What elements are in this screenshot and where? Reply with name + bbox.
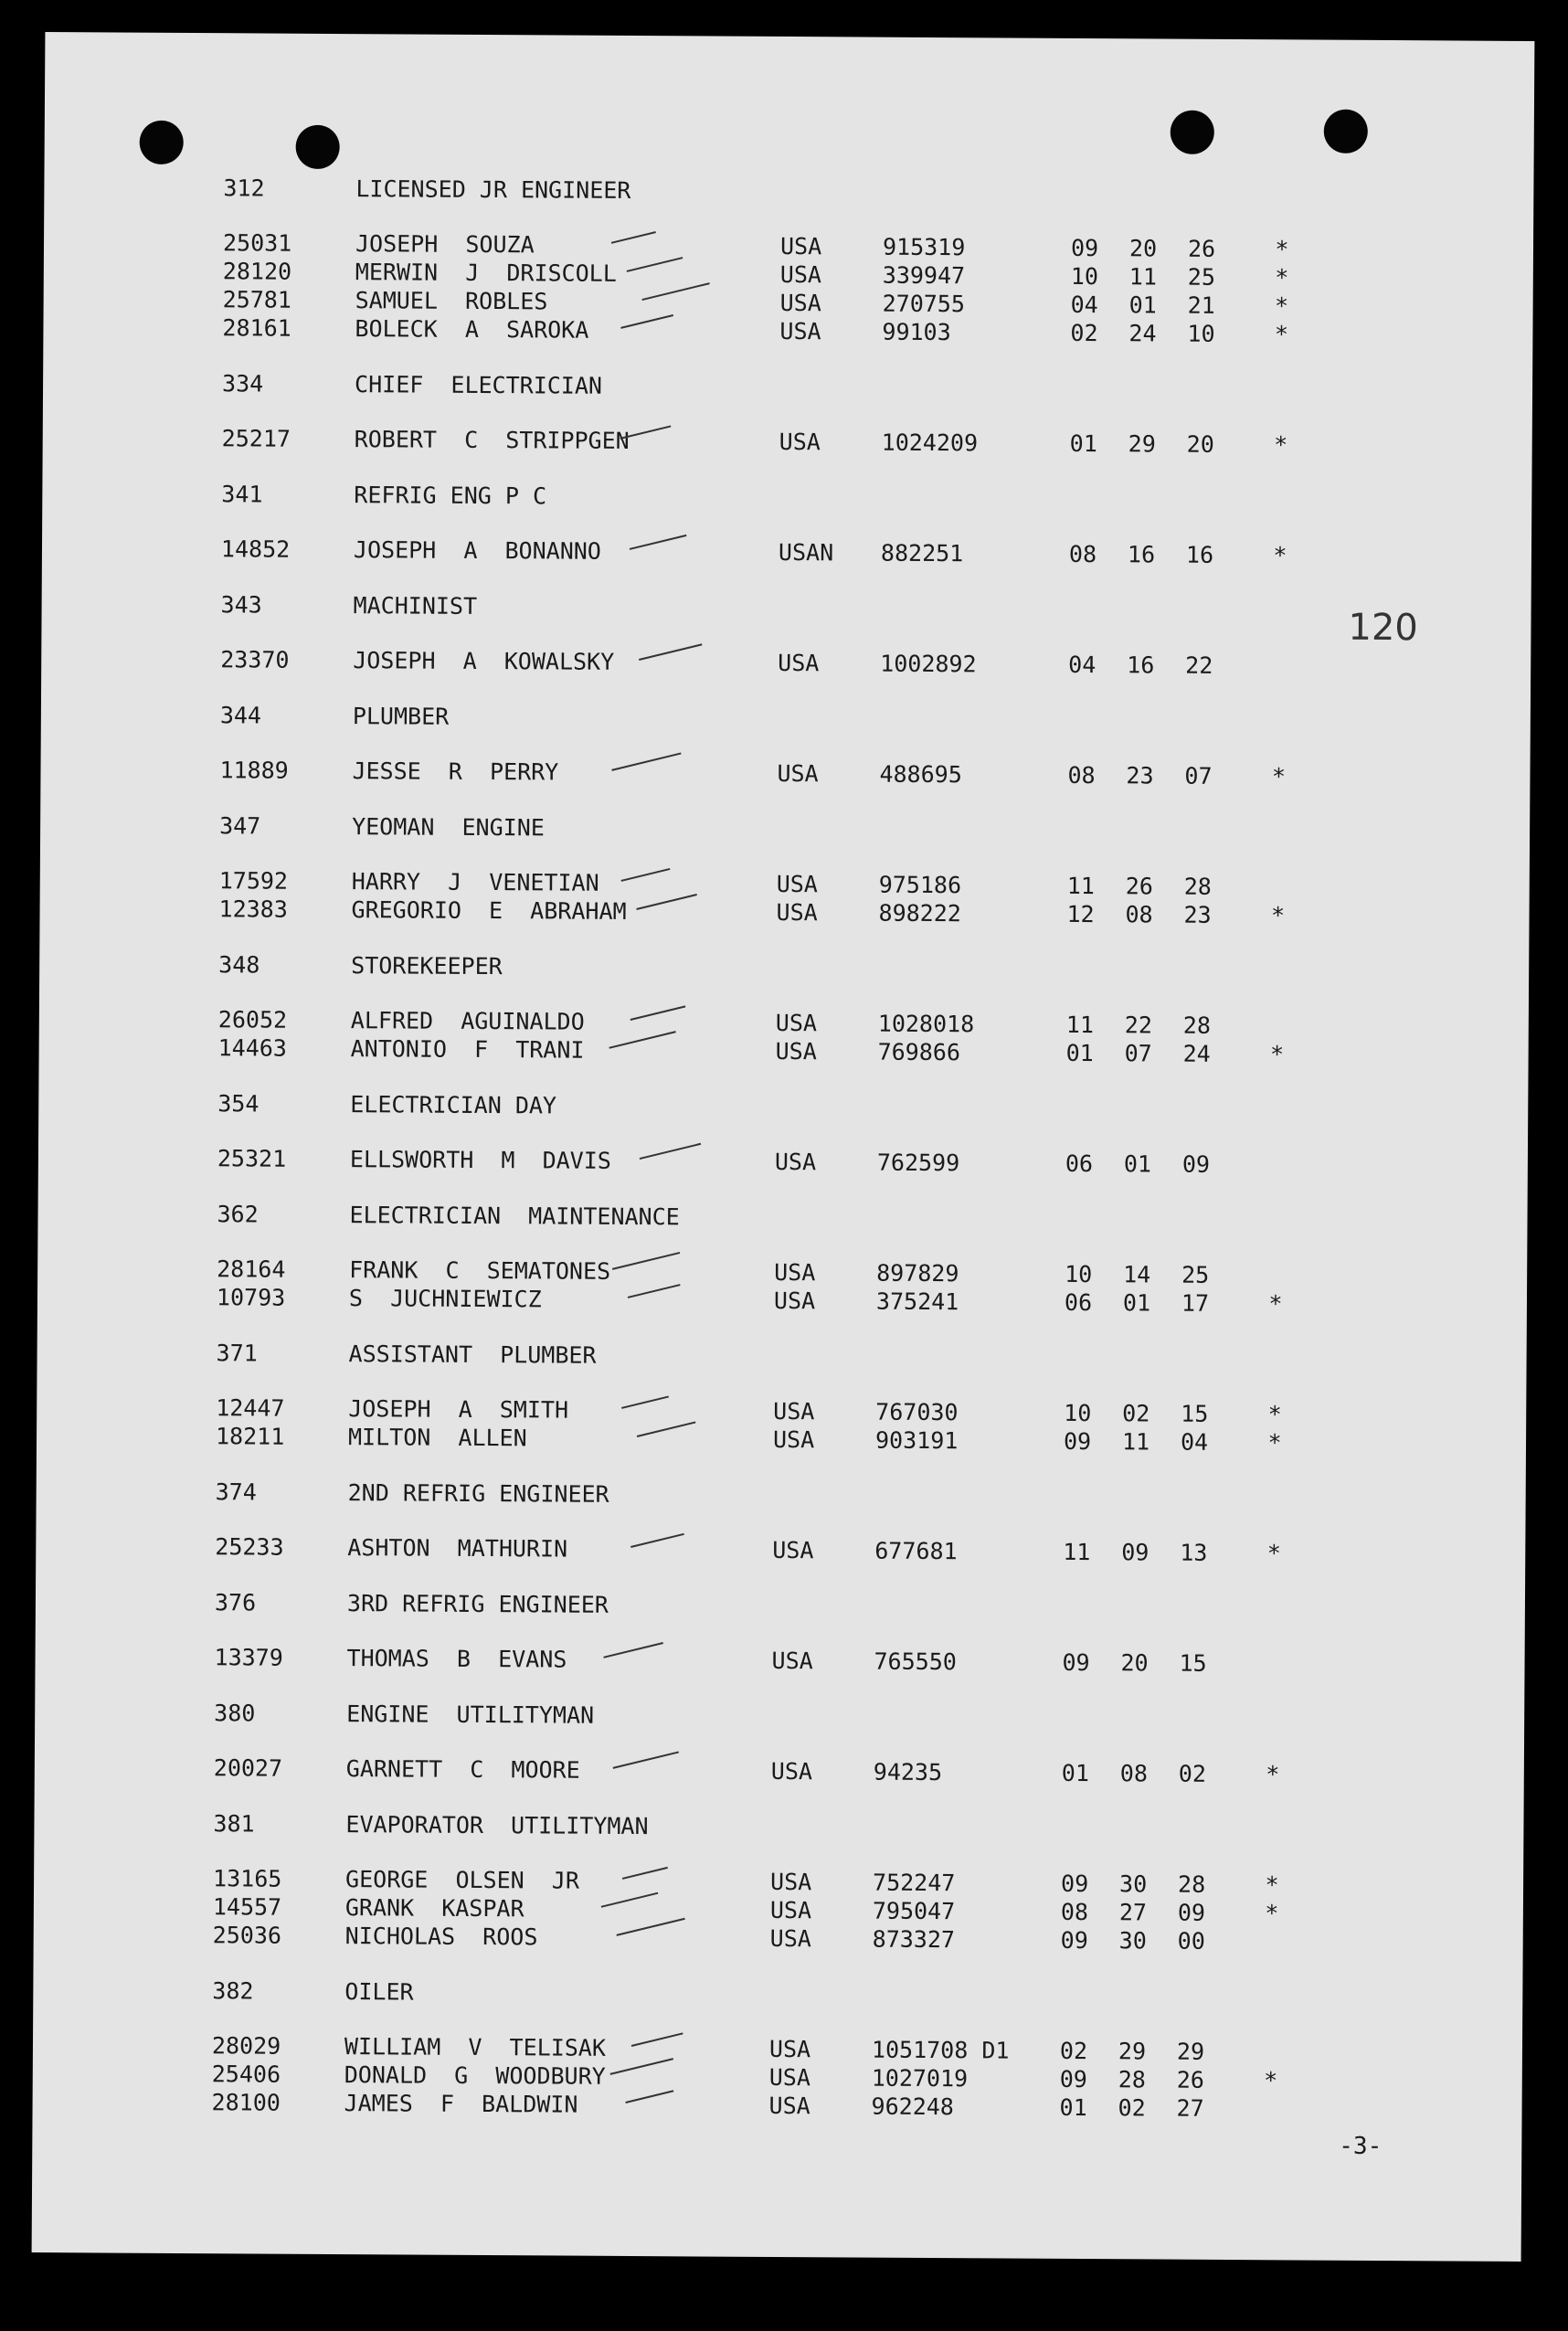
date-year: 13 <box>1180 1539 1208 1566</box>
position-title: ENGINE UTILITYMAN <box>346 1700 595 1729</box>
crew-name: JOSEPH A KOWALSKY <box>353 647 615 675</box>
date-month: 09 <box>1060 1870 1089 1898</box>
date-day: 30 <box>1118 1870 1148 1898</box>
asterisk-mark: * <box>1270 1041 1285 1068</box>
crew-section <box>212 1975 1523 2124</box>
document-number: 962248 <box>871 2093 954 2121</box>
position-title: REFRIG ENG P C <box>354 481 547 509</box>
date-month: 06 <box>1064 1288 1093 1317</box>
date-day: 01 <box>1128 291 1157 319</box>
section-heading <box>221 588 1531 628</box>
asterisk-mark: * <box>1264 2067 1278 2094</box>
document-number: 897829 <box>876 1259 959 1287</box>
crew-section <box>220 588 1531 682</box>
position-code: 312 <box>223 174 265 202</box>
date-year: 07 <box>1184 762 1213 789</box>
crew-section <box>218 948 1530 1070</box>
crew-id: 11889 <box>219 757 289 784</box>
date-day: 09 <box>1121 1539 1150 1566</box>
crew-name: DONALD G WOODBURY <box>344 2061 606 2090</box>
date-year: 00 <box>1177 1927 1205 1955</box>
crew-name: ANTONIO F TRANI <box>350 1035 585 1064</box>
crew-name: GRANK KASPAR <box>344 1894 524 1923</box>
date-month: 09 <box>1059 2065 1087 2093</box>
crew-name: WILLIAM V TELISAK <box>344 2033 607 2061</box>
document-number: 903191 <box>874 1426 959 1455</box>
crew-id: 13379 <box>214 1644 283 1671</box>
nationality: USA <box>773 1287 816 1315</box>
date-year: 29 <box>1176 2038 1205 2065</box>
crew-name: JAMES F BALDWIN <box>344 2090 578 2118</box>
position-code: 380 <box>214 1699 256 1726</box>
crew-name: JOSEPH A SMITH <box>348 1395 569 1424</box>
asterisk-mark: * <box>1274 321 1289 348</box>
date-month: 01 <box>1065 1039 1094 1067</box>
table-row <box>215 1532 1525 1569</box>
nationality: USA <box>770 1757 813 1785</box>
date-day: 29 <box>1118 2038 1147 2065</box>
date-day: 29 <box>1128 430 1156 458</box>
document-number: 1051708 D1 <box>871 2036 1010 2064</box>
date-year: 26 <box>1176 2066 1204 2093</box>
nationality: USA <box>771 1647 813 1675</box>
date-day: 20 <box>1128 235 1158 262</box>
position-title: STOREKEEPER <box>351 951 503 980</box>
crew-id: 28161 <box>222 314 291 342</box>
nationality: USA <box>772 1425 815 1454</box>
crew-id: 12447 <box>216 1394 285 1422</box>
document-number: 1028018 <box>877 1010 975 1038</box>
crew-id: 26052 <box>217 1006 288 1033</box>
position-title: LICENSED JR ENGINEER <box>355 175 631 204</box>
position-code: 344 <box>219 701 262 729</box>
nationality: USA <box>775 1009 818 1037</box>
date-day: 22 <box>1124 1012 1153 1039</box>
table-row <box>217 1144 1528 1181</box>
crew-name: ALFRED AGUINALDO <box>350 1007 585 1035</box>
position-code: 334 <box>222 369 264 397</box>
crew-name: JOSEPH SOUZA <box>355 230 535 259</box>
crew-name: GEORGE OLSEN JR <box>345 1866 580 1894</box>
date-year: 28 <box>1177 1870 1206 1898</box>
asterisk-mark: * <box>1275 264 1289 291</box>
nationality: USA <box>777 759 819 788</box>
date-day: 08 <box>1119 1760 1149 1787</box>
date-month: 01 <box>1059 2093 1087 2122</box>
document-number: 1027019 <box>871 2064 969 2093</box>
date-month: 10 <box>1065 1260 1093 1288</box>
nationality: USA <box>779 317 821 345</box>
crew-list <box>211 172 1534 2262</box>
document-number: 99103 <box>882 318 951 346</box>
date-year: 15 <box>1179 1649 1207 1677</box>
crew-name: MILTON ALLEN <box>347 1424 527 1452</box>
crew-id: 17592 <box>218 867 289 895</box>
crew-id: 18211 <box>215 1423 285 1450</box>
date-day: 08 <box>1125 901 1153 928</box>
position-code: 341 <box>221 480 263 508</box>
date-month: 11 <box>1066 872 1095 900</box>
date-day: 27 <box>1118 1899 1148 1926</box>
asterisk-mark: * <box>1275 236 1289 263</box>
position-title: 2ND REFRIG ENGINEER <box>347 1478 609 1508</box>
document-number: 767030 <box>875 1398 959 1426</box>
date-year: 24 <box>1182 1040 1211 1067</box>
date-month: 08 <box>1067 761 1096 789</box>
document-number: 1024209 <box>881 429 979 457</box>
document-number: 898222 <box>878 899 961 927</box>
position-title: ELECTRICIAN MAINTENANCE <box>349 1201 680 1230</box>
asterisk-mark: * <box>1271 763 1287 790</box>
section-heading <box>223 172 1533 211</box>
date-year: 28 <box>1182 1012 1212 1039</box>
crew-name: THOMAS B EVANS <box>346 1645 567 1673</box>
section-heading <box>218 948 1529 988</box>
asterisk-mark: * <box>1267 1401 1282 1428</box>
date-month: 08 <box>1068 540 1097 568</box>
document-number: 795047 <box>872 1897 956 1925</box>
document-number: 752247 <box>872 1869 956 1897</box>
crew-name: HARRY J VENETIAN <box>351 868 599 896</box>
position-code: 343 <box>220 590 262 619</box>
crew-section <box>219 699 1531 792</box>
section-heading <box>213 1807 1523 1847</box>
date-day: 20 <box>1120 1649 1149 1677</box>
position-title: PLUMBER <box>352 702 450 730</box>
date-day: 11 <box>1128 263 1158 291</box>
document-number: 762599 <box>876 1149 960 1177</box>
date-month: 10 <box>1064 1399 1092 1427</box>
nationality: USA <box>779 289 821 317</box>
document-number: 1002892 <box>880 650 977 678</box>
section-heading <box>217 1198 1527 1237</box>
date-day: 07 <box>1124 1040 1152 1067</box>
punch-hole-icon <box>296 125 340 169</box>
crew-section <box>214 1586 1525 1679</box>
document-number: 873327 <box>872 1925 956 1954</box>
date-year: 23 <box>1183 901 1212 928</box>
date-year: 04 <box>1180 1428 1209 1456</box>
crew-id: 12383 <box>218 895 288 923</box>
nationality: USAN <box>778 538 834 567</box>
crew-id: 10793 <box>216 1284 286 1311</box>
nationality: USA <box>779 232 822 260</box>
crew-id: 25321 <box>217 1145 287 1172</box>
crew-name: GARNETT C MOORE <box>345 1755 580 1784</box>
punch-hole-icon <box>140 121 184 164</box>
crew-name: ASHTON MATHURIN <box>347 1534 568 1563</box>
side-number: 120 <box>1348 606 1418 650</box>
nationality: USA <box>774 1258 816 1287</box>
position-code: 348 <box>218 950 260 978</box>
document-number: 975186 <box>878 871 962 899</box>
position-title: CHIEF ELECTRICIAN <box>355 370 603 399</box>
crew-id: 25031 <box>222 229 292 257</box>
asterisk-mark: * <box>1270 902 1286 929</box>
crew-name: JOSEPH A BONANNO <box>353 536 602 565</box>
crew-section <box>218 810 1530 931</box>
date-year: 17 <box>1181 1289 1210 1317</box>
section-heading <box>220 699 1531 738</box>
document-number: 915319 <box>882 233 966 261</box>
crew-name: FRANK C SEMATONES <box>349 1256 611 1285</box>
crew-section <box>221 478 1532 571</box>
date-day: 14 <box>1123 1261 1151 1288</box>
nationality: USA <box>776 870 819 898</box>
date-month: 09 <box>1070 234 1099 262</box>
date-year: 09 <box>1177 1899 1206 1926</box>
date-month: 12 <box>1066 900 1095 928</box>
crew-section <box>213 1807 1524 1957</box>
nationality: USA <box>769 1924 811 1953</box>
nationality: USA <box>768 2035 811 2063</box>
asterisk-mark: * <box>1265 1871 1279 1899</box>
document-number: 677681 <box>874 1537 958 1565</box>
date-month: 01 <box>1069 429 1097 458</box>
date-day: 23 <box>1126 762 1154 789</box>
date-day: 28 <box>1118 2066 1146 2093</box>
position-title: MACHINIST <box>353 591 478 620</box>
date-month: 11 <box>1063 1538 1091 1566</box>
crew-id: 28164 <box>217 1256 286 1283</box>
crew-name: S JUCHNIEWICZ <box>348 1285 542 1313</box>
date-day: 01 <box>1123 1150 1152 1178</box>
crew-section <box>217 1087 1529 1181</box>
date-year: 25 <box>1187 263 1216 291</box>
date-day: 02 <box>1122 1400 1150 1427</box>
crew-name: BOLECK A SAROKA <box>355 315 589 344</box>
punch-hole-icon <box>1324 110 1368 154</box>
nationality: USA <box>769 1896 812 1924</box>
asterisk-mark: * <box>1267 1429 1282 1457</box>
date-month: 08 <box>1060 1898 1089 1926</box>
section-heading <box>215 1586 1525 1626</box>
document-page <box>32 32 1535 2262</box>
crew-name: ROBERT C STRIPPGEN <box>354 426 630 454</box>
nationality: USA <box>769 1868 812 1896</box>
date-day: 30 <box>1118 1927 1147 1955</box>
asterisk-mark: * <box>1265 1900 1279 1927</box>
date-month: 11 <box>1065 1011 1095 1039</box>
crew-id: 25217 <box>221 425 291 452</box>
date-month: 09 <box>1062 1648 1090 1677</box>
crew-section <box>215 1476 1526 1569</box>
section-heading <box>219 810 1530 849</box>
nationality: USA <box>775 1037 817 1065</box>
crew-id: 25233 <box>215 1533 284 1561</box>
table-row <box>222 424 1532 461</box>
position-code: 371 <box>216 1339 258 1366</box>
crew-section <box>214 1697 1525 1790</box>
document-number: 339947 <box>882 261 966 290</box>
document-number: 765550 <box>874 1648 957 1676</box>
date-day: 11 <box>1121 1428 1150 1456</box>
crew-section <box>217 1198 1528 1319</box>
section-heading <box>217 1337 1527 1376</box>
date-day: 26 <box>1125 873 1153 900</box>
crew-section <box>222 172 1533 350</box>
position-code: 382 <box>212 1976 254 2004</box>
nationality: USA <box>768 2092 810 2120</box>
document-number: 270755 <box>882 290 966 318</box>
position-code: 374 <box>215 1478 257 1505</box>
date-year: 16 <box>1185 541 1214 568</box>
date-day: 24 <box>1128 320 1157 347</box>
crew-id: 14463 <box>217 1034 288 1062</box>
section-heading <box>217 1087 1528 1127</box>
position-title: EVAPORATOR UTILITYMAN <box>345 1810 649 1839</box>
crew-section <box>222 367 1533 461</box>
date-month: 04 <box>1068 651 1097 679</box>
document-number: 94235 <box>873 1758 943 1786</box>
nationality: USA <box>768 2063 811 2092</box>
date-day: 16 <box>1127 541 1156 568</box>
date-month: 06 <box>1065 1150 1094 1178</box>
crew-name: JESSE R PERRY <box>352 758 559 786</box>
section-heading <box>221 478 1531 517</box>
position-code: 362 <box>217 1200 259 1227</box>
date-year: 09 <box>1181 1150 1211 1178</box>
crew-name: ELLSWORTH M DAVIS <box>349 1146 611 1174</box>
crew-id: 20027 <box>213 1754 283 1782</box>
date-day: 01 <box>1122 1289 1151 1317</box>
nationality: USA <box>779 428 821 456</box>
date-day: 02 <box>1118 2094 1146 2122</box>
position-title: ELECTRICIAN DAY <box>350 1090 557 1118</box>
date-year: 25 <box>1181 1261 1210 1288</box>
date-year: 28 <box>1183 873 1212 900</box>
date-month: 02 <box>1070 319 1098 347</box>
crew-id: 14852 <box>220 535 291 563</box>
crew-id: 13165 <box>213 1865 282 1892</box>
crew-id: 14557 <box>212 1893 282 1921</box>
punch-hole-icon <box>1171 111 1214 154</box>
date-month: 02 <box>1059 2037 1088 2065</box>
document-number: 488695 <box>879 760 962 789</box>
crew-name: SAMUEL ROBLES <box>355 287 548 315</box>
date-year: 27 <box>1176 2094 1204 2122</box>
nationality: USA <box>776 898 818 927</box>
position-title: OILER <box>344 1977 414 2006</box>
crew-id: 25406 <box>211 2061 281 2088</box>
table-row <box>214 1643 1524 1679</box>
section-heading <box>222 367 1532 407</box>
date-month: 04 <box>1070 291 1098 319</box>
nationality: USA <box>773 1397 815 1425</box>
asterisk-mark: * <box>1274 431 1288 459</box>
date-year: 15 <box>1181 1400 1209 1427</box>
date-year: 22 <box>1185 652 1213 679</box>
table-row <box>219 756 1530 792</box>
position-code: 354 <box>217 1089 260 1117</box>
date-year: 21 <box>1187 291 1215 319</box>
position-title: YEOMAN ENGINE <box>352 812 545 841</box>
position-title: ASSISTANT PLUMBER <box>348 1340 597 1369</box>
crew-name: GREGORIO E ABRAHAM <box>351 896 627 925</box>
position-title: 3RD REFRIG ENGINEER <box>346 1589 609 1618</box>
page-number: -3- <box>1339 2132 1383 2161</box>
date-year: 20 <box>1186 430 1214 458</box>
date-month: 10 <box>1070 262 1099 291</box>
section-heading <box>212 1975 1522 2014</box>
table-row <box>221 535 1531 571</box>
date-year: 26 <box>1187 235 1216 262</box>
crew-id: 28120 <box>222 258 292 285</box>
date-year: 02 <box>1178 1760 1207 1787</box>
crew-section <box>216 1337 1527 1458</box>
nationality: USA <box>778 649 820 677</box>
nationality: USA <box>779 260 822 289</box>
crew-id: 28029 <box>211 2032 281 2060</box>
section-heading <box>214 1697 1524 1736</box>
asterisk-mark: * <box>1275 292 1289 320</box>
asterisk-mark: * <box>1268 1290 1283 1318</box>
document-number: 769866 <box>877 1038 961 1066</box>
section-heading <box>216 1476 1526 1515</box>
crew-name: MERWIN J DRISCOLL <box>355 259 617 287</box>
document-number: 375241 <box>875 1287 959 1316</box>
crew-id: 25781 <box>222 286 292 313</box>
position-code: 347 <box>219 811 261 840</box>
crew-id: 25036 <box>212 1922 282 1949</box>
position-code: 381 <box>213 1809 255 1837</box>
asterisk-mark: * <box>1273 542 1287 569</box>
crew-id: 23370 <box>220 646 290 673</box>
document-number: 882251 <box>880 539 964 567</box>
table-row <box>220 645 1531 682</box>
asterisk-mark: * <box>1266 1761 1280 1788</box>
date-day: 16 <box>1127 652 1155 679</box>
nationality: USA <box>772 1536 814 1564</box>
date-year: 10 <box>1187 320 1215 347</box>
date-month: 09 <box>1060 1926 1088 1955</box>
position-code: 376 <box>214 1588 257 1616</box>
crew-name: NICHOLAS ROOS <box>344 1923 538 1951</box>
date-month: 09 <box>1063 1427 1092 1456</box>
nationality: USA <box>774 1148 817 1176</box>
table-row <box>214 1754 1524 1790</box>
asterisk-mark: * <box>1266 1540 1281 1567</box>
crew-id: 28100 <box>211 2089 281 2116</box>
date-month: 01 <box>1061 1759 1090 1787</box>
